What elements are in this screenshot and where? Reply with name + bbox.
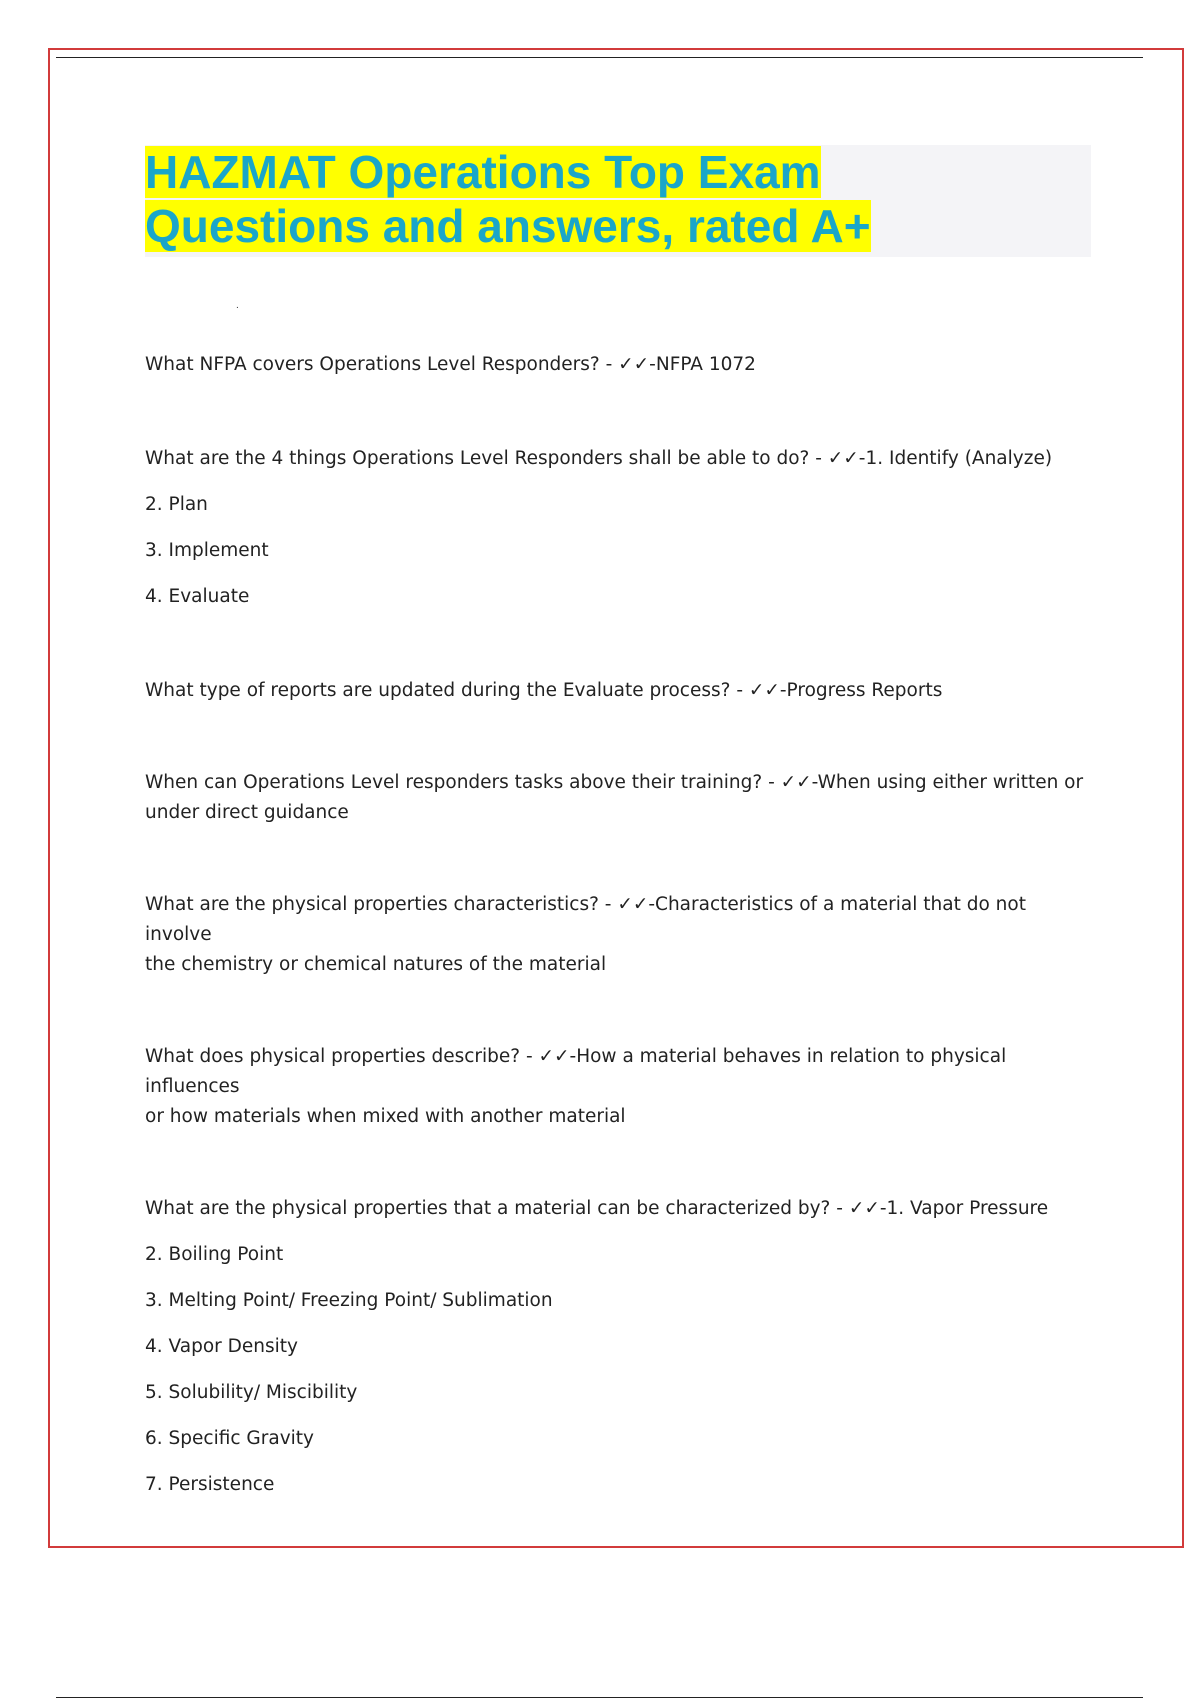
answer-list-item: 4. Evaluate bbox=[145, 586, 250, 607]
qa-text-continued: or how materials when mixed with another material bbox=[145, 1106, 626, 1127]
qa-list bbox=[145, 350, 1090, 1500]
title-line-2: Questions and answers, rated A+ bbox=[145, 200, 871, 252]
answer-list-item: 4. Vapor Density bbox=[145, 1336, 298, 1357]
title-line-1: HAZMAT Operations Top Exam bbox=[145, 146, 821, 198]
answer-list-item: 7. Persistence bbox=[145, 1474, 275, 1495]
qa-text-continued: the chemistry or chemical natures of the material bbox=[145, 954, 607, 975]
qa-text: What type of reports are updated during the Evaluate process? - ✓✓-Progress Reports bbox=[145, 680, 943, 701]
qa-item bbox=[145, 890, 1090, 980]
footer-rule bbox=[56, 1697, 1143, 1698]
title-block bbox=[145, 145, 1091, 257]
qa-text: What are the physical properties characteristics? - ✓✓-Characteristics of a material that do not involve bbox=[145, 894, 1026, 945]
header-rule bbox=[56, 57, 1143, 58]
qa-item bbox=[145, 1194, 1090, 1500]
qa-item bbox=[145, 1042, 1090, 1132]
answer-list-item: 3. Implement bbox=[145, 540, 269, 561]
answer-list-item: 6. Specific Gravity bbox=[145, 1428, 314, 1449]
answer-list-item: 2. Boiling Point bbox=[145, 1244, 284, 1265]
answer-list-item: 3. Melting Point/ Freezing Point/ Sublimation bbox=[145, 1290, 553, 1311]
document-title bbox=[145, 145, 1091, 253]
qa-text: What are the physical properties that a material can be characterized by? - ✓✓-1. Vapor Pressure bbox=[145, 1198, 1049, 1219]
qa-item bbox=[145, 350, 1090, 380]
answer-list-item: 5. Solubility/ Miscibility bbox=[145, 1382, 358, 1403]
qa-text-continued: under direct guidance bbox=[145, 802, 349, 823]
qa-text: What NFPA covers Operations Level Responders? - ✓✓-NFPA 1072 bbox=[145, 354, 756, 375]
qa-item bbox=[145, 676, 1090, 706]
stray-mark: . bbox=[236, 300, 239, 311]
qa-text: When can Operations Level responders tasks above their training? - ✓✓-When using either written or bbox=[145, 772, 1084, 793]
qa-item bbox=[145, 444, 1090, 612]
answer-list-item: 2. Plan bbox=[145, 494, 208, 515]
qa-item bbox=[145, 768, 1090, 828]
qa-text: What are the 4 things Operations Level Responders shall be able to do? - ✓✓-1. Identify (Analyze) bbox=[145, 448, 1053, 469]
qa-text: What does physical properties describe? - ✓✓-How a material behaves in relation to physical influences bbox=[145, 1046, 1007, 1097]
